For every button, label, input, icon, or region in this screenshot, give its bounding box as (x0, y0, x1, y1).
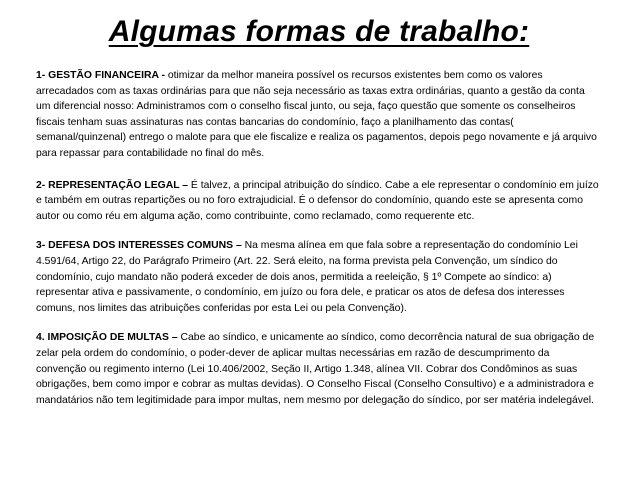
section-heading: 1- GESTÃO FINANCEIRA - (36, 70, 165, 81)
section-text: otimizar da melhor maneira possível os recursos existentes bem como os valores arrecadados com as taxas ordinárias para que não seja necessário as taxas extra ordinárias, quanto a gestão da conta um diferencial nosso: Administramos com o conselho fiscal junto, ou seja, faço questão que somente os conselheiros fiscais tenham suas assinaturas nas contas bancarias do condomínio, faço a planilhamento das contas( semanal/quinzenal) entrego o malote para que ele fiscalize e realiza os pagamentos, depois pego novamente e já arquivo para repassar para contabilidade no final do mês. (36, 70, 597, 159)
slide-content (36, 68, 602, 422)
section-imposicao-multas (36, 330, 602, 408)
slide-title: Algumas formas de trabalho: (108, 15, 530, 48)
section-representacao-legal (36, 178, 602, 225)
section-text: Na mesma alínea em que fala sobre a representação do condomínio Lei 4.591/64, Artigo 22, do Parágrafo Primeiro (Art. 22. Será eleito, na forma prevista pela Convenção, um síndico do condomínio, cujo mandato não poderá exceder de dois anos, permitida a reeleição, § 1º Compete ao síndico: a) representar ativa e passivamente, o condomínio, em juízo ou fora dele, e praticar os atos de defesa dos interesses comuns, nos limites das atribuições conferidas por esta Lei ou pela Convenção). (36, 240, 578, 314)
section-text: Cabe ao síndico, e unicamente ao síndico, como decorrência natural de sua obrigação de zelar pela ordem do condomínio, o poder-dever de aplicar multas necessárias em razão de descumprimento da convenção ou regimento interno (Lei 10.406/2002, Seção II, Artigo 1.348, alínea VII. Cobrar dos Condôminos as suas obrigações, bem como impor e cobrar as multas devidas). O Conselho Fiscal (Conselho Consultivo) e a administradora e mandatários não tem legitimidade para impor multas, nem mesmo por delegação do síndico, por ser matéria indelegável. (36, 332, 595, 406)
section-gestao-financeira (36, 68, 602, 162)
section-heading: 2- REPRESENTAÇÃO LEGAL – (36, 179, 189, 191)
section-defesa-interesses (36, 238, 602, 316)
section-text: É talvez, a principal atribuição do síndico. Cabe a ele representar o condomínio em juízo e também em outras repartições ou no foro extrajudicial. É o defensor do condomínio, quando este se apresenta como autor ou como réu em alguma ação, como contribuinte, como reclamado, como requerente etc. (36, 179, 599, 222)
section-heading: 4. IMPOSIÇÃO DE MULTAS – (36, 332, 178, 344)
section-heading: 3- DEFESA DOS INTERESSES COMUNS – (36, 240, 242, 252)
